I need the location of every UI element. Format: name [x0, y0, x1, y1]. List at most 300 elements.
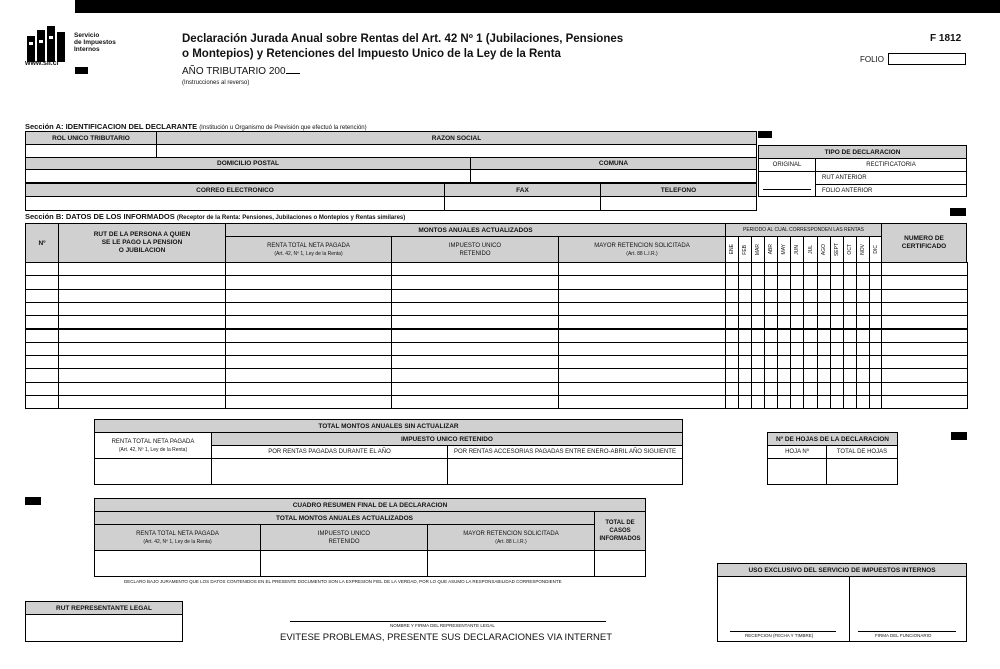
table-cell[interactable]	[843, 275, 857, 289]
resumen-mayor-header	[427, 524, 595, 551]
table-cell[interactable]	[803, 382, 817, 396]
table-cell[interactable]	[790, 329, 804, 343]
table-cell[interactable]	[803, 355, 817, 369]
table-cell[interactable]	[881, 395, 968, 409]
resumen-renta-field[interactable]	[94, 550, 261, 577]
col-renta-header	[225, 236, 392, 263]
table-cell[interactable]	[764, 355, 778, 369]
totales-renta-label: RENTA TOTAL NETA PAGADA	[111, 438, 195, 445]
hojas-header: Nº DE HOJAS DE LA DECLARACION	[767, 432, 898, 446]
tipo-rectificatoria[interactable]: RECTIFICATORIA	[815, 158, 967, 172]
table-cell[interactable]	[391, 342, 559, 356]
table-cell[interactable]	[558, 302, 726, 316]
table-cell[interactable]	[764, 382, 778, 396]
table-cell[interactable]	[558, 315, 726, 329]
table-cell[interactable]	[738, 342, 752, 356]
razon-header: RAZON SOCIAL	[156, 131, 757, 145]
table-cell[interactable]	[738, 315, 752, 329]
table-cell[interactable]	[391, 315, 559, 329]
table-cell[interactable]	[58, 262, 226, 276]
table-cell[interactable]	[817, 395, 831, 409]
recepcion-line	[730, 631, 836, 632]
table-cell[interactable]	[391, 289, 559, 303]
totales-renta-field[interactable]	[94, 458, 212, 485]
table-cell[interactable]	[777, 289, 791, 303]
table-cell[interactable]	[751, 275, 765, 289]
rol-field[interactable]	[25, 144, 157, 158]
table-cell[interactable]	[777, 329, 791, 343]
table-cell[interactable]	[817, 289, 831, 303]
original-field[interactable]	[758, 171, 816, 197]
table-cell[interactable]	[803, 395, 817, 409]
table-cell[interactable]	[751, 355, 765, 369]
totales-renta-sublabel: (Art. 42, Nº 1, Ley de la Renta)	[118, 446, 188, 453]
month-header-feb	[738, 236, 752, 263]
table-cell[interactable]	[843, 262, 857, 276]
table-cell[interactable]	[58, 315, 226, 329]
table-cell[interactable]	[790, 382, 804, 396]
table-cell[interactable]	[391, 395, 559, 409]
resumen-renta-label: RENTA TOTAL NETA PAGADA	[136, 530, 219, 537]
impuesto-line-1: IMPUESTO UNICO	[448, 242, 502, 249]
totales-header: TOTAL MONTOS ANUALES SIN ACTUALIZAR	[94, 419, 683, 433]
table-cell[interactable]	[843, 355, 857, 369]
table-cell[interactable]	[830, 262, 844, 276]
table-cell[interactable]	[738, 382, 752, 396]
month-header-ene	[725, 236, 739, 263]
tipo-original[interactable]: ORIGINAL	[758, 158, 816, 172]
table-cell[interactable]	[558, 382, 726, 396]
cert-line-2: CERTIFICADO	[901, 243, 947, 250]
table-cell[interactable]	[830, 329, 844, 343]
table-cell[interactable]	[856, 262, 870, 276]
table-cell[interactable]	[790, 315, 804, 329]
fax-header: FAX	[444, 183, 601, 197]
table-cell[interactable]	[391, 302, 559, 316]
table-cell[interactable]	[881, 382, 968, 396]
table-cell[interactable]	[843, 302, 857, 316]
table-cell[interactable]	[725, 368, 739, 382]
cert-line-1: NUMERO DE	[904, 235, 944, 242]
table-cell[interactable]	[856, 329, 870, 343]
table-cell[interactable]	[751, 289, 765, 303]
table-cell[interactable]	[738, 289, 752, 303]
table-cell[interactable]	[738, 262, 752, 276]
month-label: SEPT	[833, 242, 840, 257]
col-num-header: Nº	[25, 223, 59, 263]
table-cell[interactable]	[725, 262, 739, 276]
table-cell[interactable]	[843, 368, 857, 382]
table-cell[interactable]	[817, 315, 831, 329]
table-cell[interactable]	[725, 315, 739, 329]
table-cell[interactable]	[856, 342, 870, 356]
table-cell[interactable]	[830, 315, 844, 329]
table-cell[interactable]	[225, 355, 392, 369]
recepcion-label: RECEPCION (FECHA Y TIMBRE)	[745, 633, 814, 638]
table-cell[interactable]	[777, 382, 791, 396]
table-cell[interactable]	[58, 368, 226, 382]
table-cell[interactable]	[58, 342, 226, 356]
juramento-text: DECLARO BAJO JURAMENTO QUE LOS DATOS CONTENIDOS EN EL PRESENTE DOCUMENTO SON LA EXPRESION FIEL DE LA VERDAD, POR LO QUE ASUMO LA RESPONSABILIDAD CORRESPONDIENTE	[124, 579, 562, 584]
hoja-num-header: HOJA Nº	[767, 445, 827, 459]
month-header-sept	[830, 236, 844, 263]
black-marker	[951, 432, 967, 440]
table-cell[interactable]	[790, 302, 804, 316]
folio-field[interactable]	[888, 53, 966, 65]
table-cell[interactable]	[725, 342, 739, 356]
table-cell[interactable]	[830, 368, 844, 382]
table-cell[interactable]	[790, 355, 804, 369]
periodo-header: PERIODO AL CUAL CORRESPONDEN LAS RENTAS	[725, 223, 882, 237]
table-cell[interactable]	[843, 382, 857, 396]
table-cell[interactable]	[738, 395, 752, 409]
month-header-ago	[817, 236, 831, 263]
table-cell[interactable]	[790, 368, 804, 382]
comuna-field[interactable]	[470, 169, 757, 183]
casos-line-2: CASOS	[609, 528, 631, 534]
table-cell[interactable]	[881, 355, 968, 369]
rut-line-2: SE LE PAGO LA PENSION	[101, 239, 183, 246]
table-cell[interactable]	[881, 302, 968, 316]
col-impuesto-header	[391, 236, 559, 263]
black-marker	[75, 67, 88, 74]
table-cell[interactable]	[58, 395, 226, 409]
table-cell[interactable]	[725, 382, 739, 396]
section-b-label: Sección B: DATOS DE LOS INFORMADOS	[25, 212, 175, 221]
table-cell[interactable]	[25, 302, 59, 316]
table-cell[interactable]	[764, 342, 778, 356]
table-cell[interactable]	[225, 329, 392, 343]
table-cell[interactable]	[751, 368, 765, 382]
table-cell[interactable]	[225, 275, 392, 289]
col-cert-header	[881, 223, 967, 263]
table-cell[interactable]	[751, 302, 765, 316]
table-cell[interactable]	[790, 395, 804, 409]
folio-anterior-field[interactable]: FOLIO ANTERIOR	[815, 184, 967, 197]
month-header-mar	[751, 236, 765, 263]
divider	[763, 189, 811, 190]
table-cell[interactable]	[777, 342, 791, 356]
table-cell[interactable]	[856, 368, 870, 382]
table-cell[interactable]	[803, 315, 817, 329]
table-cell[interactable]	[391, 355, 559, 369]
resumen-impuesto-line-1: IMPUESTO UNICO	[317, 530, 371, 537]
table-cell[interactable]	[790, 289, 804, 303]
table-cell[interactable]	[817, 262, 831, 276]
table-cell[interactable]	[843, 315, 857, 329]
table-cell[interactable]	[817, 275, 831, 289]
section-a-label: Sección A: IDENTIFICACION DEL DECLARANTE	[25, 122, 198, 131]
table-cell[interactable]	[790, 262, 804, 276]
table-cell[interactable]	[58, 275, 226, 289]
table-cell[interactable]	[856, 289, 870, 303]
month-header-nov	[856, 236, 870, 263]
table-cell[interactable]	[58, 355, 226, 369]
table-cell[interactable]	[803, 275, 817, 289]
table-cell[interactable]	[777, 275, 791, 289]
firma-label: NOMBRE Y FIRMA DEL REPRESENTANTE LEGAL	[390, 623, 495, 628]
funcionario-line	[858, 631, 956, 632]
evitese-text: EVITESE PROBLEMAS, PRESENTE SUS DECLARACIONES VIA INTERNET	[280, 632, 613, 643]
title-line-2: o Montepios) y Retenciones del Impuesto Unico de la Ley de la Renta	[182, 48, 561, 60]
table-cell[interactable]	[817, 355, 831, 369]
table-cell[interactable]	[558, 329, 726, 343]
table-cell[interactable]	[751, 329, 765, 343]
table-cell[interactable]	[830, 289, 844, 303]
table-cell[interactable]	[738, 329, 752, 343]
table-cell[interactable]	[25, 275, 59, 289]
table-cell[interactable]	[391, 368, 559, 382]
table-cell[interactable]	[25, 355, 59, 369]
renta-sublabel: (Art. 42, Nº 1, Ley de la Renta)	[274, 250, 343, 257]
table-cell[interactable]	[225, 382, 392, 396]
month-label: JUN	[794, 244, 801, 255]
black-marker	[950, 208, 966, 216]
table-cell[interactable]	[58, 382, 226, 396]
month-label: MAY	[781, 244, 788, 255]
table-cell[interactable]	[881, 342, 968, 356]
anio-label: AÑO TRIBUTARIO 200	[182, 66, 286, 77]
table-cell[interactable]	[558, 395, 726, 409]
table-cell[interactable]	[830, 275, 844, 289]
table-cell[interactable]	[25, 329, 59, 343]
table-cell[interactable]	[738, 368, 752, 382]
telefono-header: TELEFONO	[600, 183, 757, 197]
table-cell[interactable]	[225, 395, 392, 409]
table-cell[interactable]	[777, 262, 791, 276]
table-cell[interactable]	[391, 329, 559, 343]
totales-accesorias-field[interactable]	[447, 458, 683, 485]
table-cell[interactable]	[803, 342, 817, 356]
table-cell[interactable]	[558, 355, 726, 369]
month-header-abr	[764, 236, 778, 263]
table-cell[interactable]	[558, 262, 726, 276]
table-cell[interactable]	[856, 355, 870, 369]
table-cell[interactable]	[830, 382, 844, 396]
table-cell[interactable]	[856, 395, 870, 409]
table-cell[interactable]	[764, 315, 778, 329]
resumen-header: CUADRO RESUMEN FINAL DE LA DECLARACION	[94, 498, 646, 512]
month-header-jul	[803, 236, 817, 263]
table-cell[interactable]	[738, 355, 752, 369]
table-cell[interactable]	[843, 395, 857, 409]
table-cell[interactable]	[777, 302, 791, 316]
col-rut-header	[58, 223, 226, 263]
month-label: AGO	[820, 243, 827, 256]
hoja-num-field[interactable]	[767, 458, 827, 485]
table-cell[interactable]	[817, 368, 831, 382]
table-cell[interactable]	[558, 289, 726, 303]
table-cell[interactable]	[725, 275, 739, 289]
sii-logo	[25, 22, 69, 62]
table-cell[interactable]	[764, 368, 778, 382]
table-cell[interactable]	[391, 382, 559, 396]
correo-header: CORREO ELECTRONICO	[25, 183, 445, 197]
table-cell[interactable]	[751, 382, 765, 396]
table-cell[interactable]	[764, 395, 778, 409]
month-label: ENE	[729, 244, 736, 255]
table-cell[interactable]	[25, 262, 59, 276]
totales-durante-field[interactable]	[211, 458, 448, 485]
table-cell[interactable]	[764, 262, 778, 276]
table-cell[interactable]	[764, 289, 778, 303]
month-label: FEB	[742, 244, 749, 255]
month-label: DIC	[872, 245, 879, 254]
folio-label: FOLIO	[860, 55, 885, 64]
table-cell[interactable]	[225, 342, 392, 356]
logo-line-2: de Impuestos	[74, 39, 116, 46]
table-cell[interactable]	[751, 342, 765, 356]
table-cell[interactable]	[881, 315, 968, 329]
totales-renta-header	[94, 432, 212, 459]
table-cell[interactable]	[881, 262, 968, 276]
table-cell[interactable]	[225, 315, 392, 329]
table-cell[interactable]	[25, 315, 59, 329]
rol-header: ROL UNICO TRIBUTARIO	[25, 131, 157, 145]
table-cell[interactable]	[817, 329, 831, 343]
table-cell[interactable]	[25, 395, 59, 409]
table-cell[interactable]	[881, 289, 968, 303]
table-cell[interactable]	[817, 382, 831, 396]
col-mayor-header	[558, 236, 726, 263]
table-cell[interactable]	[856, 302, 870, 316]
table-cell[interactable]	[777, 368, 791, 382]
table-cell[interactable]	[725, 289, 739, 303]
month-header-may	[777, 236, 791, 263]
table-cell[interactable]	[751, 315, 765, 329]
table-cell[interactable]	[391, 262, 559, 276]
table-cell[interactable]	[58, 329, 226, 343]
table-cell[interactable]	[881, 329, 968, 343]
table-cell[interactable]	[856, 382, 870, 396]
correo-field[interactable]	[25, 196, 445, 211]
casos-line-3: INFORMADOS	[599, 536, 641, 542]
table-cell[interactable]	[25, 289, 59, 303]
month-label: OCT	[846, 244, 853, 255]
month-header-oct	[843, 236, 857, 263]
form-title	[182, 32, 623, 62]
table-cell[interactable]	[225, 289, 392, 303]
casos-line-1: TOTAL DE	[605, 520, 635, 526]
resumen-mayor-sublabel: (Art. 88 L.I.R.)	[495, 538, 527, 545]
table-cell[interactable]	[830, 342, 844, 356]
table-cell[interactable]	[803, 289, 817, 303]
black-marker	[25, 497, 41, 505]
table-cell[interactable]	[803, 302, 817, 316]
resumen-casos-header	[594, 511, 646, 551]
table-cell[interactable]	[738, 302, 752, 316]
rut-anterior-field[interactable]: RUT ANTERIOR	[815, 171, 967, 185]
table-cell[interactable]	[764, 302, 778, 316]
table-cell[interactable]	[830, 355, 844, 369]
logo-line-3: Internos	[74, 46, 100, 53]
table-cell[interactable]	[225, 302, 392, 316]
resumen-montos-header: TOTAL MONTOS ANUALES ACTUALIZADOS	[94, 511, 595, 525]
funcionario-label: FIRMA DEL FUNCIONARIO	[875, 633, 932, 638]
table-cell[interactable]	[856, 275, 870, 289]
table-cell[interactable]	[830, 395, 844, 409]
anio-tributario	[182, 66, 300, 77]
table-cell[interactable]	[558, 275, 726, 289]
resumen-mayor-label: MAYOR RETENCION SOLICITADA	[463, 530, 559, 537]
resumen-casos-field[interactable]	[594, 550, 646, 577]
table-cell[interactable]	[751, 395, 765, 409]
table-cell[interactable]	[777, 355, 791, 369]
table-cell[interactable]	[558, 368, 726, 382]
table-cell[interactable]	[58, 289, 226, 303]
table-cell[interactable]	[558, 342, 726, 356]
table-cell[interactable]	[803, 329, 817, 343]
table-cell[interactable]	[881, 275, 968, 289]
razon-field[interactable]	[156, 144, 757, 158]
table-cell[interactable]	[725, 355, 739, 369]
resumen-impuesto-line-2: RETENIDO	[328, 538, 360, 545]
table-cell[interactable]	[225, 262, 392, 276]
table-cell[interactable]	[881, 368, 968, 382]
section-a-title	[25, 122, 367, 131]
table-cell[interactable]	[830, 302, 844, 316]
section-a-subtitle: (Institución u Organismo de Previsión que efectuó la retención)	[199, 125, 367, 131]
totales-impuesto-header: IMPUESTO UNICO RETENIDO	[211, 432, 683, 446]
montos-header: MONTOS ANUALES ACTUALIZADOS	[225, 223, 726, 237]
table-cell[interactable]	[764, 329, 778, 343]
table-cell[interactable]	[790, 342, 804, 356]
table-cell[interactable]	[391, 275, 559, 289]
table-cell[interactable]	[25, 382, 59, 396]
table-cell[interactable]	[25, 368, 59, 382]
rut-line-1: RUT DE LA PERSONA A QUIEN	[93, 231, 191, 238]
table-cell[interactable]	[843, 342, 857, 356]
table-cell[interactable]	[843, 289, 857, 303]
telefono-field[interactable]	[600, 196, 757, 211]
month-label: ABR	[768, 244, 775, 255]
comuna-header: COMUNA	[470, 157, 757, 170]
table-cell[interactable]	[777, 315, 791, 329]
table-cell[interactable]	[764, 275, 778, 289]
total-hojas-header: TOTAL DE HOJAS	[826, 445, 898, 459]
form-number: F 1812	[930, 33, 962, 44]
table-cell[interactable]	[803, 262, 817, 276]
table-cell[interactable]	[225, 368, 392, 382]
rut-rep-header: RUT REPRESENTANTE LEGAL	[25, 601, 183, 615]
table-cell[interactable]	[751, 262, 765, 276]
totales-durante-header: POR RENTAS PAGADAS DURANTE EL AÑO	[211, 445, 448, 459]
fax-field[interactable]	[444, 196, 601, 211]
renta-label: RENTA TOTAL NETA PAGADA	[267, 242, 350, 249]
table-cell[interactable]	[25, 342, 59, 356]
table-cell[interactable]	[725, 302, 739, 316]
table-cell[interactable]	[738, 275, 752, 289]
table-cell[interactable]	[790, 275, 804, 289]
table-cell[interactable]	[817, 302, 831, 316]
total-hojas-field[interactable]	[826, 458, 898, 485]
resumen-impuesto-field[interactable]	[260, 550, 428, 577]
table-cell[interactable]	[725, 329, 739, 343]
table-cell[interactable]	[777, 395, 791, 409]
table-cell[interactable]	[843, 329, 857, 343]
domicilio-field[interactable]	[25, 169, 471, 183]
month-header-jun	[790, 236, 804, 263]
table-cell[interactable]	[803, 368, 817, 382]
table-cell[interactable]	[725, 395, 739, 409]
table-cell[interactable]	[817, 342, 831, 356]
section-b-title	[25, 212, 405, 221]
table-cell[interactable]	[58, 302, 226, 316]
rut-rep-field[interactable]	[25, 614, 183, 642]
table-cell[interactable]	[856, 315, 870, 329]
mayor-sublabel: (Art. 88 L.I.R.)	[626, 250, 658, 257]
resumen-mayor-field[interactable]	[427, 550, 595, 577]
